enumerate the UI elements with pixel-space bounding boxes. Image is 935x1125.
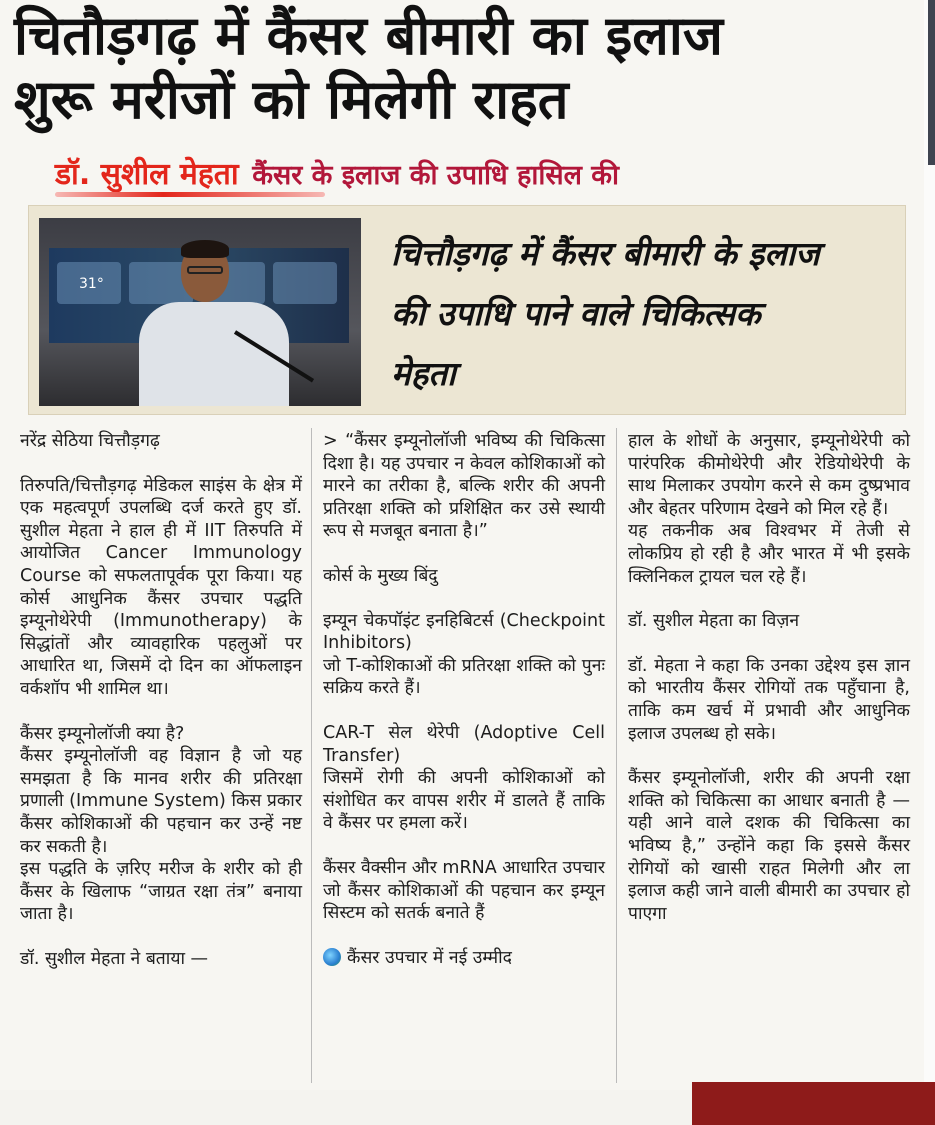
globe-icon <box>323 948 341 966</box>
section-heading: डॉ. सुशील मेहता का विज़न <box>628 611 800 632</box>
footer-text: कैंसर उपचार में नई उम्मीद <box>347 947 512 968</box>
headline-line-1: चितौड़गढ़ में कैंसर बीमारी का इलाज <box>14 4 723 67</box>
photo-caption-line-1: चित्तौड़गढ़ में कैंसर बीमारी के इलाज <box>391 234 820 273</box>
photo-caption-line-3: मेहता <box>391 354 456 393</box>
paragraph: इस पद्धति के ज़रिए मरीज के शरीर को ही कैंसर के खिलाफ “जाग्रत रक्षा तंत्र” बनाया जाता है। <box>20 859 302 925</box>
article-column-2 <box>323 430 605 969</box>
point-title: कैंसर वैक्सीन और mRNA आधारित उपचार <box>323 857 605 878</box>
headline-line-2: शुरू मरीजों को मिलेगी राहत <box>14 68 569 131</box>
paragraph: डॉ. मेहता ने कहा कि उनका उद्देश्य इस ज्ञान को भारतीय कैंसर रोगियों तक पहुँचाना है, ताकि कम खर्च में प्रभावी और आधुनिक इलाज उपलब्ध हो सके। <box>628 655 910 744</box>
article-column-1 <box>20 430 302 970</box>
adjacent-page-edge <box>924 0 935 1125</box>
adjacent-dark-bar <box>928 0 935 165</box>
point-title: इम्यून चेकपॉइंट इनहिबिटर्स (Checkpoint Inhibitors) <box>323 610 605 654</box>
glasses <box>187 266 223 274</box>
section-heading: कोर्स के मुख्य बिंदु <box>323 565 438 586</box>
paragraph: यह तकनीक अब विश्वभर में तेजी से लोकप्रिय हो रही है और भारत में भी इसके क्लिनिकल ट्रायल चल रहे हैं। <box>628 521 910 587</box>
paragraph: डॉ. सुशील मेहता ने बताया — <box>20 948 209 969</box>
photo-caption-line-2: की उपाधि पाने वाले चिकित्सक <box>391 294 761 333</box>
byline: नरेंद्र सेठिया चित्तौड़गढ़ <box>20 431 160 451</box>
point-text: जिसमें रोगी की अपनी कोशिकाओं को संशोधित कर वापस शरीर में डालते हैं ताकि वे कैंसर पर हमला करें। <box>323 768 605 834</box>
brush-underline <box>55 192 325 197</box>
quote: > “कैंसर इम्यूनोलॉजी भविष्य की चिकित्सा दिशा है। यह उपचार न केवल कोशिकाओं को मारने का तरीका है, बल्कि शरीर की अपनी प्रतिरक्षा शक्ति को प्रशिक्षित कर उसे स्थायी रूप से मजबूत बनाता है।” <box>323 431 605 542</box>
paragraph: तिरुपति/चित्तौड़गढ़ मेडिकल साइंस के क्षेत्र में एक महत्वपूर्ण उपलब्धि दर्ज करते हुए डॉ. सुशील मेहता ने हाल ही में IIT तिरुपति में आयोजित Cancer Immunology Course को सफलतापूर्वक पूरा किया। यह कोर्स आधुनिक कैंसर उपचार पद्धति इम्यूनोथेरेपी (Immunotherapy) के सिद्धांतों और व्यावहारिक पहलुओं पर आधारित था, जिसमें दो दिन का ऑफलाइन वर्कशॉप भी शामिल था। <box>20 475 302 699</box>
point-text: जो T-कोशिकाओं की प्रतिरक्षा शक्ति को पुनः सक्रिय करते हैं। <box>323 655 605 699</box>
section-question: कैंसर इम्यूनोलॉजी क्या है? <box>20 723 185 744</box>
paragraph: हाल के शोधों के अनुसार, इम्यूनोथेरेपी को पारंपरिक कीमोथेरेपी और रेडियोथेरेपी के साथ मिलाकर उपयोग करने से कम दुष्प्रभाव और बेहतर परिणाम देखने को मिल रहे हैं। <box>628 431 910 519</box>
photo-caption <box>391 224 901 404</box>
section-footer <box>323 947 605 970</box>
article-column-3 <box>628 430 910 925</box>
headline <box>14 4 914 132</box>
point-text: जो कैंसर कोशिकाओं की पहचान कर इम्यून सिस्टम को सतर्क बनाते हैं <box>323 880 605 924</box>
subhead-description: कैंसर के इलाज की उपाधि हासिल की <box>252 160 620 191</box>
person-hair <box>181 240 229 258</box>
point-title: CAR-T सेल थेरेपी (Adoptive Cell Transfer) <box>323 722 605 766</box>
doctor-photo <box>39 218 361 406</box>
screen-tile <box>273 262 337 304</box>
paragraph: कैंसर इम्यूनोलॉजी वह विज्ञान है जो यह समझता है कि मानव शरीर की प्रतिरक्षा प्रणाली (Immune System) किस प्रकार कैंसर कोशिकाओं की पहचान कर उन्हें नष्ट कर सकती है। <box>20 746 302 857</box>
subheadline <box>55 152 915 198</box>
doctor-name: डॉ. सुशील मेहता <box>55 157 239 192</box>
column-divider <box>616 428 617 1083</box>
photo-band <box>28 205 906 415</box>
paragraph: कैंसर इम्यूनोलॉजी, शरीर की अपनी रक्षा शक्ति को चिकित्सा का आधार बनाती है — यही आने वाले दशक की चिकित्सा का भविष्य है,” उन्होंने कहा कि इससे कैंसर रोगियों को खासी राहत मिलेगी और ला इलाज कही जाने वाली बीमारी का उपचार हो पाएगा <box>628 768 910 924</box>
column-divider <box>311 428 312 1083</box>
screen-temperature: 31° <box>79 276 104 292</box>
bottom-red-block <box>692 1082 935 1125</box>
